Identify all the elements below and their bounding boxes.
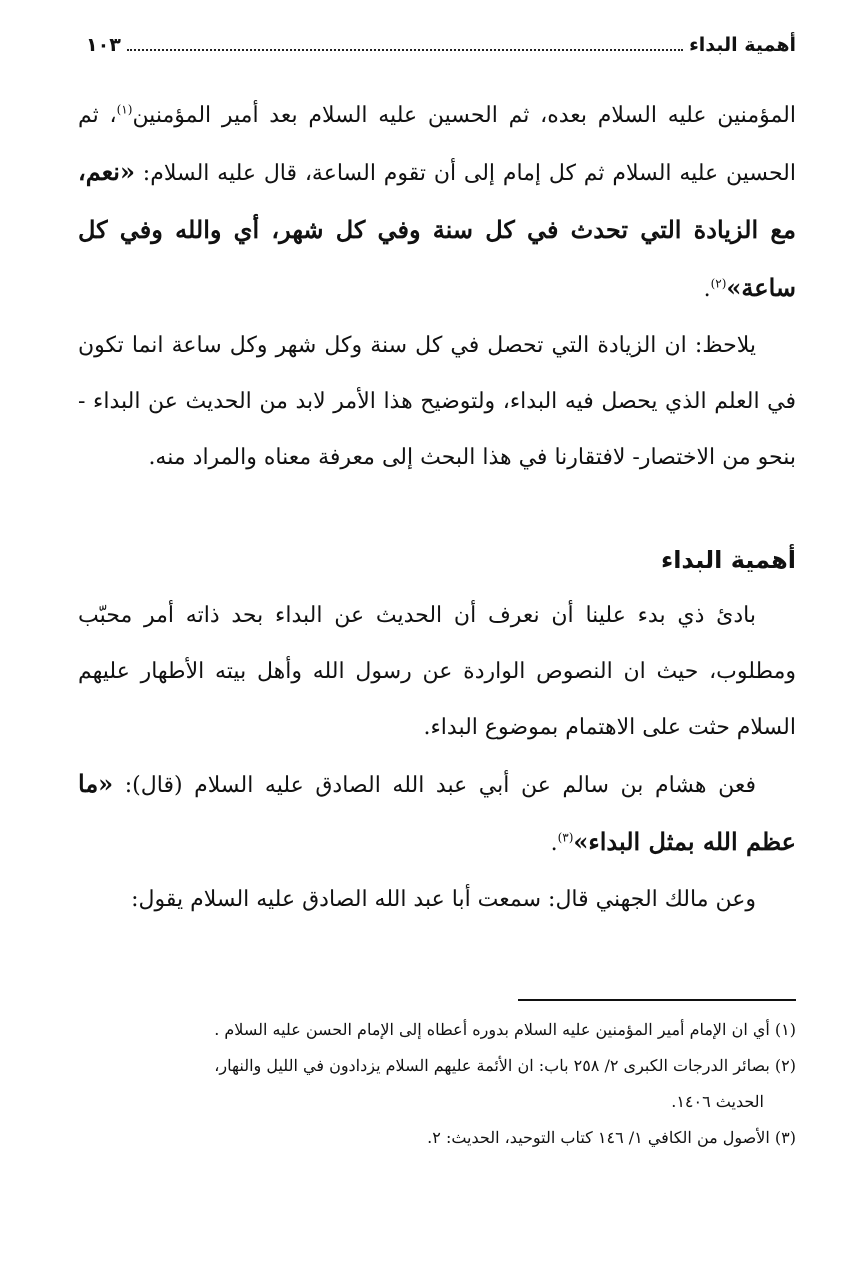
paragraph-5: وعن مالك الجهني قال: سمعت أبا عبد الله الصادق عليه السلام يقول: [131,887,756,912]
footnote-ref-3: (٣) [557,830,574,845]
paragraph-4-end: . [550,831,558,856]
paragraph-4-text: فعن هشام بن سالم عن أبي عبد الله الصادق عليه السلام (قال): [113,773,756,798]
paragraph-4 [78,756,796,872]
header-leader-dots [127,35,683,51]
paragraph-3: بادئ ذي بدء علينا أن نعرف أن الحديث عن البداء بحد ذاته أمر محبّب ومطلوب، حيث ان النصوص الواردة عن رسول الله وأهل بيته الأطهار عليهم السلام حثت على الاهتمام بموضوع البداء. [78,603,796,740]
header-title: أهمية البداء [689,34,796,56]
running-header [86,34,796,56]
page-number: ١٠٣ [86,34,121,56]
paragraph-1-text-cont: ، ثم الحسين عليه السلام ثم كل إمام إلى أن تقوم الساعة، قال عليه السلام: [78,103,796,186]
footnote-2-continuation: الحديث ١٤٠٦. [671,1092,764,1111]
hadith-quote-2: «ما عظم الله بمثل البداء» [78,769,796,856]
footnote-ref-1: (١) [116,102,133,117]
section-heading: أهمية البداء [660,546,796,574]
footnotes [78,1012,796,1156]
footnote-ref-2: (٢) [710,276,727,291]
paragraph-1 [78,88,796,318]
footnote-2: (٢) بصائر الدرجات الكبرى ٢/ ٢٥٨ باب: ان الأئمة عليهم السلام يزدادون في الليل والنهار، [214,1056,796,1075]
hadith-quote-1: «نعم، مع الزيادة التي تحدث في كل سنة وفي كل شهر، أي والله وفي كل ساعة» [78,157,796,302]
footnote-1: (١) أي ان الإمام أمير المؤمنين عليه السلام بدوره أعطاه إلى الإمام الحسن عليه السلام . [214,1020,796,1039]
main-text [78,88,796,928]
paragraph-2: يلاحظ: ان الزيادة التي تحصل في كل سنة وكل شهر وكل ساعة انما تكون في العلم الذي يحصل فيه البداء، ولتوضيح هذا الأمر لابد من الحديث عن البداء - بنحو من الاختصار- لافتقارنا في هذا البحث إلى معرفة معناه والمراد منه. [78,333,796,470]
paragraph-1-text: المؤمنين عليه السلام بعده، ثم الحسين عليه السلام بعد أمير المؤمنين [132,103,796,128]
footnote-3: (٣) الأصول من الكافي ١/ ١٤٦ كتاب التوحيد، الحديث: ٢. [427,1128,796,1147]
paragraph-1-end: . [703,277,711,302]
footnote-divider [518,999,796,1001]
